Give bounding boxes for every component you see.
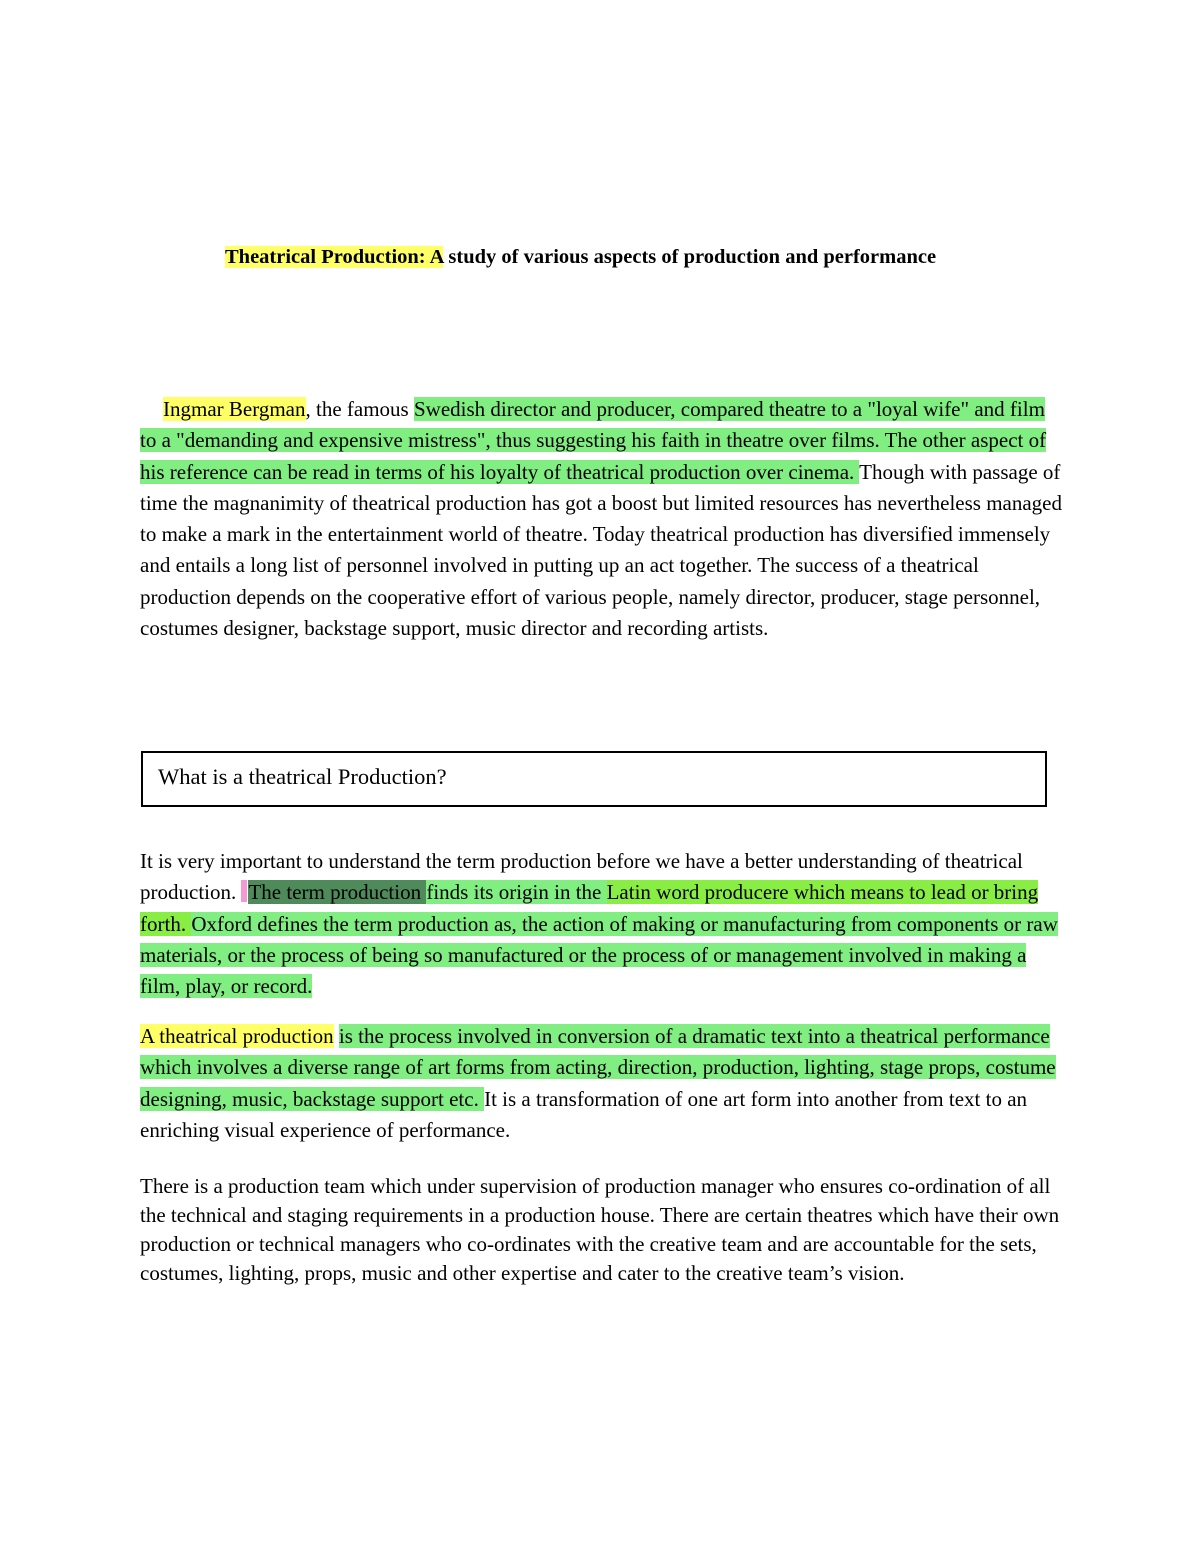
highlight-process-description: is the process involved in conversion of a dramatic text into a theatrical performance which involves a diverse range of art forms from acting, direction, production, lighting, stage props, costume designing, music, backstage support etc.: [140, 1024, 1056, 1111]
paragraph-theatrical-production: [140, 1021, 1065, 1146]
highlight-origin: finds its origin in the: [426, 880, 607, 905]
title-rest: study of various aspects of production and performance: [443, 246, 937, 268]
highlight-pink-marker: [241, 880, 247, 902]
section-heading-box: [141, 751, 1047, 807]
highlight-oxford-definition: Oxford defines the term production as, the action of making or manufacturing from components or raw materials, or the process of being so manufactured or the process of or management involved in making a film, play, or record.: [140, 911, 1058, 999]
paragraph-text: , the famous: [305, 397, 414, 421]
highlight-theatrical-production: A theatrical production: [140, 1024, 334, 1048]
paragraph-intro: [140, 394, 1065, 644]
paragraph-production-team: [140, 1172, 1065, 1288]
paragraph-text: Though with passage of time the magnanimity of theatrical production has got a boost but limited resources has nevertheless managed to make a mark in the entertainment world of theatre. Today theatrical production has diversified immensely and entails a long list of personnel involved in putting up an act together. The success of a theatrical production depends on the cooperative effort of various people, namely director, producer, stage personnel, costumes designer, backstage support, music director and recording artists.: [140, 459, 1062, 641]
title-highlighted-part: Theatrical Production: A: [225, 246, 444, 268]
highlight-bergman-quote: Swedish director and producer, compared theatre to a "loyal wife" and film to a "demanding and expensive mistress", thus suggesting his faith in theatre over films. The other aspect of his reference can be read in terms of his loyalty of theatrical production over cinema.: [140, 397, 1047, 484]
paragraph-definition: [140, 846, 1065, 1002]
highlight-ingmar-bergman: Ingmar Bergman: [163, 397, 306, 421]
paragraph-text: There is a production team which under supervision of production manager who ensures co-ordination of all the technical and staging requirements in a production house. There are certain theatres which have their own production or technical managers who co-ordinates with the creative team and are accountable for the sets, costumes, lighting, props, music and other expertise and cater to the creative team’s vision.: [140, 1174, 1060, 1285]
paragraph-text: It is very important to understand the term production before we have a better understanding of theatrical production.: [140, 849, 1023, 905]
highlight-latin-word: Latin word producere which means to lead or bring forth.: [140, 880, 1039, 936]
document-title: [225, 243, 1065, 271]
paragraph-text: It is a transformation of one art form into another from text to an enriching visual experience of performance.: [140, 1086, 1028, 1142]
highlight-term-production: The term production: [248, 880, 427, 905]
section-heading: What is a theatrical Production?: [158, 764, 447, 789]
